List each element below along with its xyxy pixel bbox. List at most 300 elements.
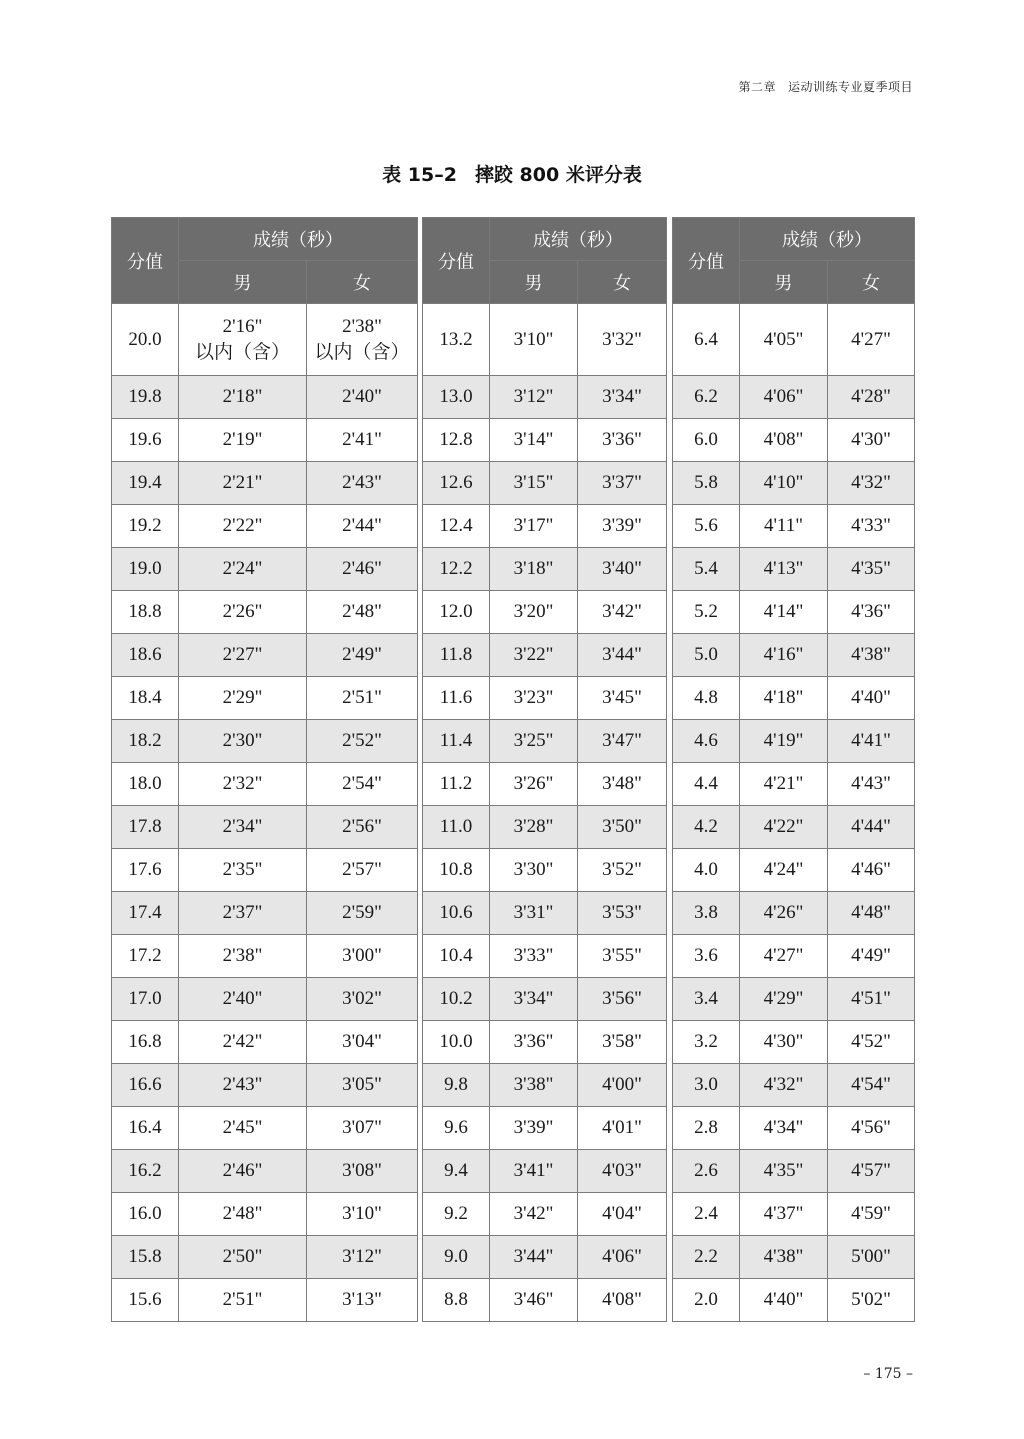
- cell-female: 3'50": [578, 806, 667, 849]
- cell-score: 16.2: [112, 1150, 179, 1193]
- table-row: [423, 763, 667, 806]
- cell-male: 3'38": [490, 1064, 578, 1107]
- cell-female: 4'38": [828, 634, 915, 677]
- cell-score: 18.0: [112, 763, 179, 806]
- cell-score: 9.8: [423, 1064, 490, 1107]
- cell-male: 4'34": [740, 1107, 828, 1150]
- cell-female: 3'34": [578, 376, 667, 419]
- cell-female: 4'35": [828, 548, 915, 591]
- table-row: [423, 376, 667, 419]
- cell-female: 3'32": [578, 304, 667, 376]
- cell-male: 3'18": [490, 548, 578, 591]
- cell-male: 4'14": [740, 591, 828, 634]
- table-row: [112, 677, 418, 720]
- cell-score: 15.8: [112, 1236, 179, 1279]
- cell-male: 2'45": [179, 1107, 307, 1150]
- cell-female: 4'56": [828, 1107, 915, 1150]
- table-row: [673, 892, 915, 935]
- cell-male: 3'15": [490, 462, 578, 505]
- cell-female: 2'40": [307, 376, 418, 419]
- cell-male: 3'20": [490, 591, 578, 634]
- cell-male: 2'24": [179, 548, 307, 591]
- table-row: [673, 591, 915, 634]
- cell-female: 4'03": [578, 1150, 667, 1193]
- cell-male: 3'36": [490, 1021, 578, 1064]
- cell-male: 2'34": [179, 806, 307, 849]
- cell-male: 4'19": [740, 720, 828, 763]
- table-row: [112, 720, 418, 763]
- cell-male: 2'43": [179, 1064, 307, 1107]
- cell-male: 2'27": [179, 634, 307, 677]
- cell-male: 3'10": [490, 304, 578, 376]
- score-table-2: [422, 217, 667, 1322]
- cell-male: 3'22": [490, 634, 578, 677]
- table-row: [423, 591, 667, 634]
- table-row: [112, 304, 418, 376]
- cell-female: 4'59": [828, 1193, 915, 1236]
- cell-male: 4'37": [740, 1193, 828, 1236]
- table-row: [673, 935, 915, 978]
- cell-male: 3'25": [490, 720, 578, 763]
- cell-score: 9.6: [423, 1107, 490, 1150]
- cell-female: 4'06": [578, 1236, 667, 1279]
- cell-score: 2.2: [673, 1236, 740, 1279]
- cell-score: 5.6: [673, 505, 740, 548]
- cell-male: 2'42": [179, 1021, 307, 1064]
- cell-female: 3'40": [578, 548, 667, 591]
- cell-male: 2'18": [179, 376, 307, 419]
- cell-male: 2'29": [179, 677, 307, 720]
- header-female: 女: [828, 261, 915, 304]
- cell-female: 4'01": [578, 1107, 667, 1150]
- cell-female: 4'33": [828, 505, 915, 548]
- cell-male: 4'13": [740, 548, 828, 591]
- cell-score: 17.6: [112, 849, 179, 892]
- cell-score: 19.8: [112, 376, 179, 419]
- header-male: 男: [740, 261, 828, 304]
- cell-male: 3'41": [490, 1150, 578, 1193]
- cell-male: 2'51": [179, 1279, 307, 1322]
- cell-female: 3'02": [307, 978, 418, 1021]
- table-row: [423, 1107, 667, 1150]
- cell-female: 3'39": [578, 505, 667, 548]
- cell-male: 3'30": [490, 849, 578, 892]
- cell-female: 4'49": [828, 935, 915, 978]
- table-row: [112, 806, 418, 849]
- header-score: 分值: [112, 218, 179, 304]
- cell-score: 5.2: [673, 591, 740, 634]
- cell-score: 17.0: [112, 978, 179, 1021]
- table-row: [423, 462, 667, 505]
- cell-female: 2'46": [307, 548, 418, 591]
- cell-score: 4.8: [673, 677, 740, 720]
- cell-male: 4'05": [740, 304, 828, 376]
- cell-male: 4'22": [740, 806, 828, 849]
- cell-male: 2'21": [179, 462, 307, 505]
- table-row: [673, 1064, 915, 1107]
- cell-male: 3'26": [490, 763, 578, 806]
- cell-female: 3'05": [307, 1064, 418, 1107]
- cell-female: 2'41": [307, 419, 418, 462]
- cell-score: 4.0: [673, 849, 740, 892]
- table-row: [673, 1236, 915, 1279]
- header-result: 成绩（秒）: [179, 218, 418, 261]
- cell-female: 3'56": [578, 978, 667, 1021]
- cell-female: 4'40": [828, 677, 915, 720]
- cell-score: 11.8: [423, 634, 490, 677]
- cell-score: 12.0: [423, 591, 490, 634]
- cell-male: 3'17": [490, 505, 578, 548]
- table-row: [673, 548, 915, 591]
- table-row: [112, 1021, 418, 1064]
- cell-male: 2'40": [179, 978, 307, 1021]
- score-table-body: [112, 304, 418, 1322]
- cell-score: 11.6: [423, 677, 490, 720]
- table-row: [112, 892, 418, 935]
- header-male: 男: [490, 261, 578, 304]
- cell-male: 4'32": [740, 1064, 828, 1107]
- table-row: [673, 1150, 915, 1193]
- table-row: [673, 462, 915, 505]
- table-row: [423, 849, 667, 892]
- cell-female: 3'13": [307, 1279, 418, 1322]
- page-number: – 175 –: [863, 1366, 913, 1382]
- cell-score: 2.4: [673, 1193, 740, 1236]
- cell-female: 4'48": [828, 892, 915, 935]
- cell-score: 13.0: [423, 376, 490, 419]
- cell-score: 5.8: [673, 462, 740, 505]
- cell-male: 3'31": [490, 892, 578, 935]
- table-row: [423, 419, 667, 462]
- cell-score: 2.8: [673, 1107, 740, 1150]
- cell-score: 9.0: [423, 1236, 490, 1279]
- cell-male: 3'39": [490, 1107, 578, 1150]
- cell-female: 2'43": [307, 462, 418, 505]
- cell-male: 3'46": [490, 1279, 578, 1322]
- cell-male: 3'34": [490, 978, 578, 1021]
- cell-score: 4.4: [673, 763, 740, 806]
- cell-female: 3'10": [307, 1193, 418, 1236]
- cell-score: 16.4: [112, 1107, 179, 1150]
- cell-score: 9.4: [423, 1150, 490, 1193]
- cell-score: 10.6: [423, 892, 490, 935]
- table-row: [112, 462, 418, 505]
- table-row: [673, 849, 915, 892]
- cell-male: 4'06": [740, 376, 828, 419]
- table-row: [423, 1064, 667, 1107]
- table-row: [673, 634, 915, 677]
- cell-male: 3'44": [490, 1236, 578, 1279]
- cell-female: 4'43": [828, 763, 915, 806]
- running-header-chapter: 第二章: [738, 80, 776, 94]
- cell-female: 3'48": [578, 763, 667, 806]
- cell-male: 4'24": [740, 849, 828, 892]
- cell-score: 10.4: [423, 935, 490, 978]
- cell-score: 10.8: [423, 849, 490, 892]
- cell-female: 3'53": [578, 892, 667, 935]
- table-row: [112, 763, 418, 806]
- score-table-3: [672, 217, 915, 1322]
- cell-score: 19.2: [112, 505, 179, 548]
- cell-score: 2.6: [673, 1150, 740, 1193]
- cell-female: 4'00": [578, 1064, 667, 1107]
- cell-male: 4'21": [740, 763, 828, 806]
- cell-female: 4'57": [828, 1150, 915, 1193]
- table-row: [673, 806, 915, 849]
- cell-score: 16.0: [112, 1193, 179, 1236]
- cell-score: 12.2: [423, 548, 490, 591]
- cell-female: 3'00": [307, 935, 418, 978]
- table-row: [112, 935, 418, 978]
- cell-female: 4'52": [828, 1021, 915, 1064]
- table-row: [112, 505, 418, 548]
- cell-female: 4'51": [828, 978, 915, 1021]
- cell-female: 5'02": [828, 1279, 915, 1322]
- cell-female: 3'37": [578, 462, 667, 505]
- cell-male: 3'42": [490, 1193, 578, 1236]
- cell-male: 3'14": [490, 419, 578, 462]
- header-result: 成绩（秒）: [740, 218, 915, 261]
- table-row: [423, 1279, 667, 1322]
- table-row: [423, 1021, 667, 1064]
- cell-male: 3'33": [490, 935, 578, 978]
- table-row: [112, 1107, 418, 1150]
- cell-female: 3'52": [578, 849, 667, 892]
- cell-female: 4'28": [828, 376, 915, 419]
- cell-male: 2'16" 以内（含）: [179, 304, 307, 376]
- table-row: [112, 978, 418, 1021]
- table-row: [423, 1193, 667, 1236]
- cell-male: 4'27": [740, 935, 828, 978]
- cell-female: 2'44": [307, 505, 418, 548]
- cell-male: 2'22": [179, 505, 307, 548]
- cell-male: 2'35": [179, 849, 307, 892]
- cell-score: 8.8: [423, 1279, 490, 1322]
- cell-female: 2'56": [307, 806, 418, 849]
- cell-female: 2'59": [307, 892, 418, 935]
- cell-score: 17.8: [112, 806, 179, 849]
- cell-score: 4.6: [673, 720, 740, 763]
- cell-male: 2'48": [179, 1193, 307, 1236]
- table-title-text: 摔跤 800 米评分表: [474, 164, 642, 186]
- cell-score: 17.2: [112, 935, 179, 978]
- cell-male: 2'46": [179, 1150, 307, 1193]
- cell-male: 2'38": [179, 935, 307, 978]
- cell-male: 4'10": [740, 462, 828, 505]
- cell-score: 10.0: [423, 1021, 490, 1064]
- cell-female: 2'54": [307, 763, 418, 806]
- cell-score: 9.2: [423, 1193, 490, 1236]
- cell-female: 5'00": [828, 1236, 915, 1279]
- table-row: [423, 677, 667, 720]
- cell-female: 4'36": [828, 591, 915, 634]
- cell-female: 4'46": [828, 849, 915, 892]
- cell-male: 4'29": [740, 978, 828, 1021]
- cell-male: 4'40": [740, 1279, 828, 1322]
- cell-score: 18.6: [112, 634, 179, 677]
- running-header-section: 运动训练专业夏季项目: [787, 80, 913, 94]
- cell-female: 4'08": [578, 1279, 667, 1322]
- cell-female: 3'04": [307, 1021, 418, 1064]
- cell-male: 2'32": [179, 763, 307, 806]
- cell-score: 12.8: [423, 419, 490, 462]
- cell-male: 4'35": [740, 1150, 828, 1193]
- table-row: [673, 720, 915, 763]
- table-row: [673, 978, 915, 1021]
- cell-female: 4'30": [828, 419, 915, 462]
- cell-score: 3.2: [673, 1021, 740, 1064]
- cell-score: 3.4: [673, 978, 740, 1021]
- table-row: [673, 419, 915, 462]
- cell-score: 4.2: [673, 806, 740, 849]
- cell-male: 4'30": [740, 1021, 828, 1064]
- cell-female: 3'44": [578, 634, 667, 677]
- table-row: [112, 849, 418, 892]
- cell-score: 10.2: [423, 978, 490, 1021]
- header-female: 女: [307, 261, 418, 304]
- cell-score: 11.2: [423, 763, 490, 806]
- cell-female: 2'51": [307, 677, 418, 720]
- table-row: [673, 1021, 915, 1064]
- table-row: [673, 1193, 915, 1236]
- cell-female: 2'52": [307, 720, 418, 763]
- cell-score: 11.0: [423, 806, 490, 849]
- header-male: 男: [179, 261, 307, 304]
- cell-male: 2'30": [179, 720, 307, 763]
- cell-score: 18.2: [112, 720, 179, 763]
- cell-score: 12.6: [423, 462, 490, 505]
- cell-score: 5.0: [673, 634, 740, 677]
- cell-score: 18.4: [112, 677, 179, 720]
- table-row: [423, 892, 667, 935]
- header-result: 成绩（秒）: [490, 218, 667, 261]
- header-female: 女: [578, 261, 667, 304]
- cell-score: 15.6: [112, 1279, 179, 1322]
- cell-score: 3.0: [673, 1064, 740, 1107]
- cell-female: 4'32": [828, 462, 915, 505]
- table-row: [112, 1279, 418, 1322]
- cell-female: 2'57": [307, 849, 418, 892]
- table-row: [423, 548, 667, 591]
- table-row: [423, 304, 667, 376]
- running-header: [738, 78, 913, 95]
- cell-score: 2.0: [673, 1279, 740, 1322]
- table-row: [423, 634, 667, 677]
- cell-female: 2'48": [307, 591, 418, 634]
- cell-score: 16.6: [112, 1064, 179, 1107]
- cell-male: 3'12": [490, 376, 578, 419]
- table-row: [112, 634, 418, 677]
- table-row: [673, 763, 915, 806]
- score-table-body: [673, 304, 915, 1322]
- cell-score: 13.2: [423, 304, 490, 376]
- table-row: [673, 677, 915, 720]
- table-row: [423, 806, 667, 849]
- table-row: [112, 548, 418, 591]
- cell-score: 19.6: [112, 419, 179, 462]
- cell-score: 3.8: [673, 892, 740, 935]
- cell-female: 2'38" 以内（含）: [307, 304, 418, 376]
- score-table-body: [423, 304, 667, 1322]
- cell-male: 4'16": [740, 634, 828, 677]
- cell-male: 3'23": [490, 677, 578, 720]
- cell-score: 20.0: [112, 304, 179, 376]
- table-row: [423, 935, 667, 978]
- table-title: [0, 160, 1024, 187]
- cell-male: 2'26": [179, 591, 307, 634]
- table-row: [673, 376, 915, 419]
- cell-score: 18.8: [112, 591, 179, 634]
- cell-male: 4'26": [740, 892, 828, 935]
- cell-male: 4'08": [740, 419, 828, 462]
- cell-score: 16.8: [112, 1021, 179, 1064]
- table-row: [112, 1064, 418, 1107]
- table-row: [112, 1236, 418, 1279]
- cell-female: 3'45": [578, 677, 667, 720]
- table-row: [423, 720, 667, 763]
- cell-female: 3'55": [578, 935, 667, 978]
- table-row: [673, 1107, 915, 1150]
- table-row: [673, 304, 915, 376]
- cell-female: 3'58": [578, 1021, 667, 1064]
- score-table-1: [111, 217, 418, 1322]
- cell-female: 4'54": [828, 1064, 915, 1107]
- cell-male: 2'19": [179, 419, 307, 462]
- table-row: [423, 505, 667, 548]
- cell-score: 11.4: [423, 720, 490, 763]
- cell-score: 12.4: [423, 505, 490, 548]
- cell-male: 2'37": [179, 892, 307, 935]
- cell-male: 2'50": [179, 1236, 307, 1279]
- cell-female: 4'04": [578, 1193, 667, 1236]
- cell-female: 3'47": [578, 720, 667, 763]
- table-number: 表 15–2: [382, 164, 457, 186]
- cell-score: 17.4: [112, 892, 179, 935]
- cell-female: 3'36": [578, 419, 667, 462]
- header-score: 分值: [423, 218, 490, 304]
- cell-female: 3'12": [307, 1236, 418, 1279]
- cell-female: 3'42": [578, 591, 667, 634]
- cell-female: 2'49": [307, 634, 418, 677]
- cell-score: 6.2: [673, 376, 740, 419]
- cell-score: 19.0: [112, 548, 179, 591]
- cell-female: 4'41": [828, 720, 915, 763]
- table-row: [423, 978, 667, 1021]
- cell-female: 4'44": [828, 806, 915, 849]
- table-row: [112, 419, 418, 462]
- cell-male: 4'18": [740, 677, 828, 720]
- cell-female: 3'07": [307, 1107, 418, 1150]
- cell-score: 6.4: [673, 304, 740, 376]
- table-row: [423, 1236, 667, 1279]
- cell-score: 6.0: [673, 419, 740, 462]
- cell-female: 4'27": [828, 304, 915, 376]
- header-score: 分值: [673, 218, 740, 304]
- table-row: [673, 505, 915, 548]
- table-row: [112, 1193, 418, 1236]
- cell-score: 5.4: [673, 548, 740, 591]
- cell-score: 3.6: [673, 935, 740, 978]
- cell-male: 4'38": [740, 1236, 828, 1279]
- table-row: [673, 1279, 915, 1322]
- cell-female: 3'08": [307, 1150, 418, 1193]
- cell-score: 19.4: [112, 462, 179, 505]
- table-row: [112, 591, 418, 634]
- cell-male: 3'28": [490, 806, 578, 849]
- table-row: [112, 1150, 418, 1193]
- table-row: [423, 1150, 667, 1193]
- table-row: [112, 376, 418, 419]
